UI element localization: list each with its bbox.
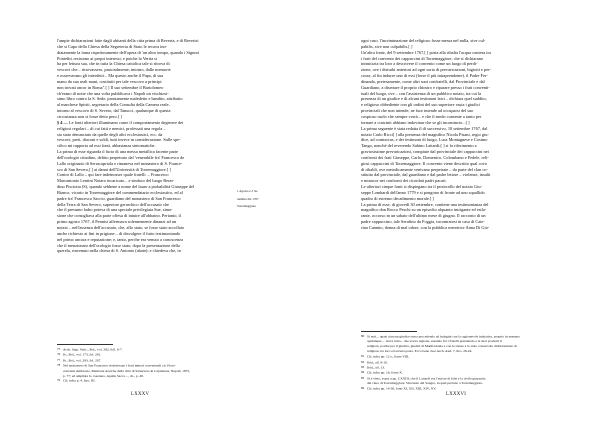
body-line: sco di San Severo,[ ] ai danni dell'Università di Torremaggiore.[ ] xyxy=(57,166,171,172)
footnote-text: conventi Ambrosio, Memorie storiche della città di Sansevero in Capitanata, Napoli, 1875, xyxy=(63,368,191,373)
body-line: circostanza non si fosse detto pero.[ ] xyxy=(57,113,122,119)
body-line: simo libro contro la S. Sede, prontamente maledetto e bandito, attribuito xyxy=(57,96,183,102)
body-line: Lallo originario di Serracapriola e rimaneva nel monastero di S. France- xyxy=(57,160,183,166)
body-line: vescovi che... ritrovassero, pastoralmente, intorno, dalle memorie xyxy=(57,67,171,73)
body-line: religiosi regolari – di cui fatti e nemici, professati una regola – xyxy=(57,125,166,131)
footnote-text: p. 77; ed ampliata G. Gaetano, Apulia Sacra ..., cit., p. 40. xyxy=(63,373,144,378)
footnote-text: Ibid., all. 13. xyxy=(367,365,385,370)
body-line: La prima seguente è stata redatta il di successivo, 10 settembre 1767, dal xyxy=(361,125,488,131)
footnote-text: qualunque ... stava tutto... che aveva ragione, essendo fra i fratelli prendendo e le suoi prodotti il xyxy=(367,339,502,344)
body-line: pabilis, sive non culpabilis.[ ] xyxy=(361,43,413,49)
body-line: ogni caso, l'incriminazione del religioso fosse messa nel nulla, sive cul- xyxy=(361,38,486,43)
body-line: della Terra di San Severo, superiore gerarchico dell'accusato che xyxy=(57,201,169,207)
footnote-number: 77 xyxy=(57,357,61,362)
footnote-text: Cfr. infra pp. 16, fonte X. xyxy=(367,370,403,375)
footnote-text: Si noti... quasi ciascun giudice stava procedendo ad indagini con la ragionevole iniziativa, proprio in nessuno xyxy=(367,334,520,339)
left-margin-note xyxy=(237,186,259,211)
body-line: Marcantonio Lentini Notaro incaricato... e sindaco del luogo Berar- xyxy=(57,178,175,184)
body-line: nel primo ancora e reputazione; e, tanto, perche era venuto a conoscenza xyxy=(57,236,184,242)
left-footnote-rule xyxy=(57,344,113,345)
body-line: sia stato denunciato da quelle degli altri ecclesiastici, ecc. da xyxy=(57,131,163,137)
footnote-text: religioso tra loro ed ad una posta. Ecco bene cioe Arch. Aud. 7, Itro. 26-24. xyxy=(367,349,473,354)
body-line: magniﬁco don Rocco Peschi su un episodio alquanto intrigante ed esila- xyxy=(361,207,487,213)
right-footnotes xyxy=(361,334,547,391)
footnote-text: religiosi, poiche per il giudice, giudici di Manfredonia e con le stesse a lo stato conservato dichiarazione di xyxy=(367,344,517,349)
body-line: e minacce nei confronti dei ricordati padri pacati. xyxy=(361,178,447,184)
body-line: graviosissime prevaricazioni, compiute dal provinciale dei cappuccini nei xyxy=(361,149,489,155)
footnote-text: Cfr. infra pp. 12 s., fonte VIII. xyxy=(367,354,410,359)
body-line: dinando, pretesamente, come altri suoi confratelli, dal Provinciale e dal xyxy=(361,78,485,84)
body-line: intorno al vescovo di S. Severo, dal Tanucci, qualunque di questa xyxy=(57,108,171,114)
body-line: confronti dei frati Giuseppe, Carlo, Domenico, Colombano e Fedele, reli- xyxy=(361,154,489,160)
footnote-number: 85 xyxy=(361,375,365,380)
body-line: dino Pisciotta (S), quando sebbene a nome del lauro a probabilità Giuseppe del xyxy=(57,184,195,190)
body-line: ciﬁco mi rapporta ad essi fonti, abbastanza sintomatiche. xyxy=(57,143,156,149)
margin-note-line: Torremaggiore xyxy=(237,203,256,208)
body-line: notaio Carlo Ricci[ ] alla presenza del magniﬁco Nicola Pisani, regio giu- xyxy=(361,131,489,137)
body-line: mano da sua reali mani, costituiti per tale vescovo a principi xyxy=(57,78,162,84)
body-line: non trovati ancor in Roma".[ ] Il suo settembre il Bartolomeo xyxy=(57,84,164,90)
body-line: Un'altra fonte, del 9 settembre 1767,[ ] porta alla ribalta l'acqua contesa tra xyxy=(361,49,491,55)
body-line: giosi cappuccini di Torremaggiore. Il convento viene descritto qual covo xyxy=(361,160,488,166)
footnote-number: 75 xyxy=(57,347,61,351)
body-line: rina Cannito, donna di mal odore, con la pubblica meretrice Anna Di Gio- xyxy=(361,225,490,230)
body-line: tuali del luogo, ove – con l'assistenza di un pubblico notaio, tra cui la xyxy=(361,90,482,96)
footnote xyxy=(361,386,547,391)
section-mark-inline: § 4 — xyxy=(57,119,69,125)
footnote-number: 76 xyxy=(57,352,61,357)
footnote-number: 86 xyxy=(361,386,365,391)
body-line: anche richiesto ai fini in prigione – di disvolgere il furto testimoniando xyxy=(57,230,181,236)
body-line: al marchese Spiriti, segretario della Consulta della Camera reale, xyxy=(57,102,170,108)
body-line: Contro di Lallo – qui fare indetnosser quale fratelli ... Francesco xyxy=(57,172,169,178)
body-line: tornare a costrinti abbiano indovinar che se gli incomincio...[ ] xyxy=(361,119,470,125)
footnote-number: 83 xyxy=(361,364,365,369)
body-line: inimicizia tra loro a descrivere il convento come un luogo di perdi- xyxy=(361,61,478,67)
body-line: ha per lettura sua, che in tutta la Chiesa cattolica tale si ritrova di xyxy=(57,61,170,67)
footnote-text: Arch. Segr. Vatic., Bol., vol. 282, foll. 6-7. xyxy=(63,347,123,352)
body-line: dell'orologio cittadino, delitto perpetrato dal 'venerabile fra' Francesco de xyxy=(57,154,185,160)
body-line: querela, rinvenuto nella chiesa di S. Antonio (abate); e chiedeva che, in xyxy=(57,248,181,254)
body-line: provinciali che non intende, ne fuor intende ad occuparsi del suo xyxy=(361,108,474,114)
footnote-number: 79 xyxy=(57,378,61,383)
footnote-text: Ib., Bol., vol. 293, fol. 207. xyxy=(63,358,102,363)
footnote-number: 80 xyxy=(361,334,365,338)
body-line: che si Capo della Chiesa della Segreteria di Stato le recava ino- xyxy=(57,43,168,49)
body-line: presenza di un giudice e di alcuni testimoni laici – dichiara quel suddito, xyxy=(361,96,487,102)
body-line: vescovi, preti, diaconi e soldi, tutti invece in considerazione. Sulle spe- xyxy=(57,137,181,143)
body-line: dice, ad contractus, e dei testimoni di luogo, Luca Montagnese e Cosimo xyxy=(361,137,488,143)
body-line: zione, ove i disturbi anteriori ad ogni sorta di prevaricazioni, bigiotti e per- xyxy=(361,67,491,73)
body-line: cosse, al fin indurre uno di essi (forse il più intraprendente), il Padre Fer- xyxy=(361,73,488,79)
right-footnote-rule xyxy=(361,331,417,332)
footnote-number: 81 xyxy=(361,354,365,359)
body-line: rante, occorso in un sabato dell'ultimo mese di giugno. Il racconto di un xyxy=(361,213,486,219)
body-line: La prima di esse, di giovedì 30 settembre, contiene una testimonianza del xyxy=(361,201,489,207)
body-line: primo agosto 1767, il Pennisi affermava solennemente dinanzi ad un xyxy=(57,219,177,225)
body-line: l'ampie dichiarazioni fatte dagli abitanti della citta prima di Reveria, e di Reverisi xyxy=(57,38,199,43)
body-line: Guardiano, a disertare il proprio chiostro e riparare presso i frati conventi- xyxy=(361,84,490,90)
footnote-text: del clero di Torremaggiore. Vincenzo del Sangro, in quel periodo a Torremaggiore. xyxy=(367,381,483,386)
left-footnotes xyxy=(57,347,232,384)
footnote-text: Si è visto, sopra a pp. CXXIII, che il Lattardi era l'autore di falsi e la civile guarantia xyxy=(367,376,486,381)
body-line: Tango, nonché del reverendo Sabino Lattardi;[ ] si fa riferimento a xyxy=(361,143,477,149)
body-line: Le ulteriori cinque fonti si dispiegano tra il protocollo del notaio Giu- xyxy=(361,184,482,190)
footnote-number: 82 xyxy=(361,359,365,364)
footnote-text: Cfr. infra p. 4, fasc. III. xyxy=(63,378,96,383)
body-line: notaio – nell'assenza dell'accusato, che, allo stato, se fosse stato accollato xyxy=(57,225,185,230)
body-line: diatamente la fama rispettosamente dell'opera di 'un altro tempo, quando i Signori xyxy=(57,49,200,55)
body-line: cospicuo ruolo che sempre vorrà... e che il modo consente a tanto per xyxy=(361,113,482,119)
body-line-text: Le fonti ulteriori illuminano come il comportamento degenere dei xyxy=(68,119,184,125)
right-body-text xyxy=(361,38,547,231)
body-line: stituito dal provinciale, dal guardiano e dal padre lettore – violenze, insulti xyxy=(361,172,491,178)
body-line: Ponteﬁci resistono ai propri interessi, e poiche la Verita si xyxy=(57,55,158,61)
body-line: ch'erano di notte che una volta pubblicava i Napoli un vischiosi- xyxy=(57,90,169,96)
footnote-text: Ib., Bol., vol. 173, fol. 291. xyxy=(63,352,102,357)
body-line: La prima di esse riguarda il furto di una messa metallica facente parte xyxy=(57,149,179,155)
body-line: quadro di estremo decadimento morale.[ ] xyxy=(361,195,434,201)
footnote-number: 78 xyxy=(57,363,61,368)
body-line: padre fra' Francesco Saccio, guardiano del monastero di San Francesco xyxy=(57,195,181,201)
left-body-text xyxy=(57,38,232,254)
body-line: padre cappuccino, tale Serafino da Foggia, incontratosi in casa di Cate- xyxy=(361,219,485,225)
right-folio: LXXXVI xyxy=(446,392,467,397)
body-line: Bianco, vicario in Torremaggiore del commendatario ecclesiastico, ed al xyxy=(57,189,183,195)
body-line: di ribaldi, ove metodicamente venivano perpetrate – da parte del clan co- xyxy=(361,166,488,172)
right-page xyxy=(300,0,600,424)
body-line: e osservavano gli interdetti... Ma questo anche il Papa, di sua xyxy=(57,73,164,79)
body-line: sione che consigliava alla parte offesa di intuire all'abbaino. Pertanto, il xyxy=(57,213,181,219)
margin-note-line: 1 Agosto e 2 Se- xyxy=(237,189,259,194)
margin-note-line: ttembre del 1767 xyxy=(237,196,259,201)
footnote-text: Ibid., all. 9-10. xyxy=(367,360,388,365)
footnote-text: Cfr. infra pp. 14-30, fonti XI, XII, XIII, XIV, XV. xyxy=(367,386,437,391)
footnote-number: 84 xyxy=(361,370,365,375)
body-line: e religioso obbediente con gli ordini del suo superiore ossia i giudici xyxy=(361,102,480,108)
body-line: che il menzionato dell'orologio fosse stato, dopo la presentazione della xyxy=(57,242,180,248)
body-line: seppe Lombardi dell'anno 1779 e si pongono di fronte ad uno squallido xyxy=(361,189,485,195)
body-line: che il presunto ladro poteva di una speciale privilegiata Sue, sima- xyxy=(57,207,173,213)
footnote-text: Nel monastero di San Francesco risiedevano i frati minori conventuali ch. Fioro- xyxy=(63,363,176,368)
footnote xyxy=(57,378,232,383)
left-folio: LXXXV xyxy=(131,392,150,397)
body-line: i frati del convento dei cappuccini di Torremaggiore, che si dichiarano xyxy=(361,55,484,61)
